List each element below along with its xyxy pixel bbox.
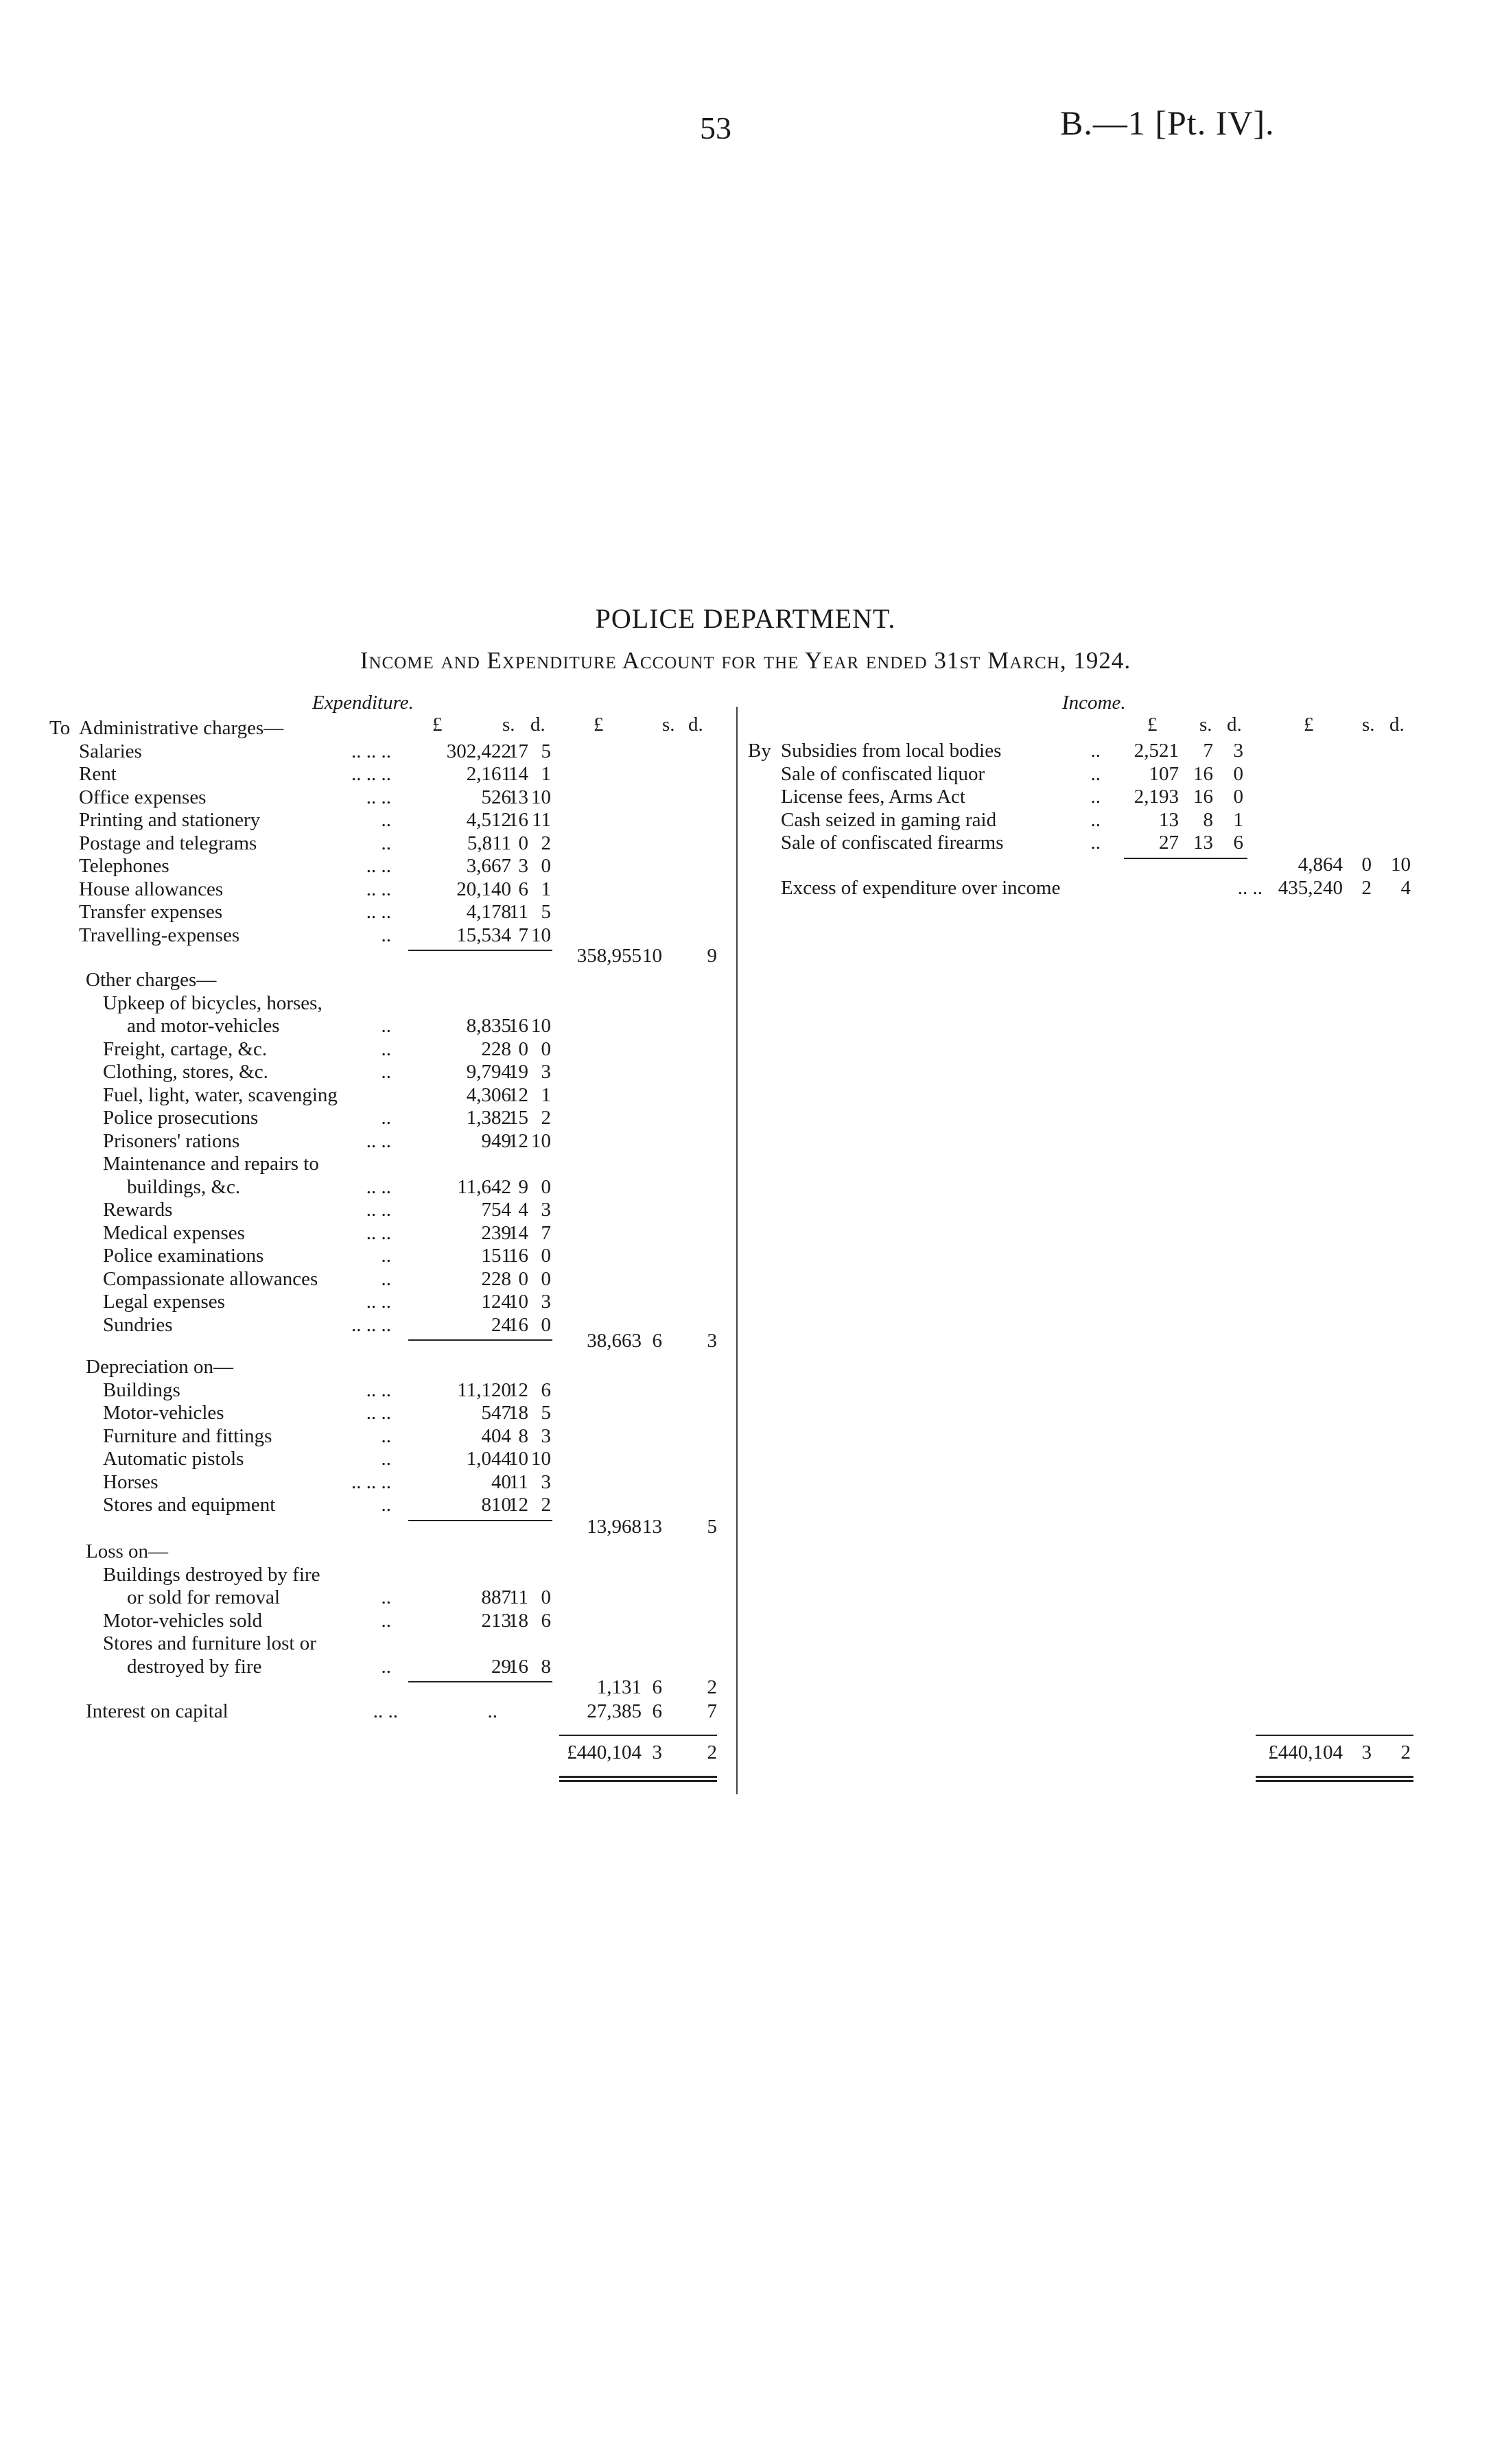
amount-shillings: 16 bbox=[508, 1313, 528, 1336]
group-total-pence: 3 bbox=[707, 1330, 717, 1352]
amount-shillings: 0 bbox=[518, 1037, 528, 1060]
line-item-label-continued: and motor-vehicles bbox=[127, 1015, 280, 1037]
group-title: Depreciation on— bbox=[86, 1356, 234, 1378]
income-pence: 6 bbox=[1233, 832, 1243, 854]
leader-dots: .. bbox=[381, 832, 391, 854]
leader-dots: .. .. bbox=[366, 1402, 391, 1424]
amount-pence: 2 bbox=[541, 1107, 551, 1129]
income-pence-total-column-head: d. bbox=[1389, 714, 1405, 736]
excess-shillings: 2 bbox=[1361, 877, 1372, 899]
group-total-shillings: 6 bbox=[652, 1330, 662, 1352]
interest-pounds: 27,385 bbox=[587, 1700, 642, 1722]
line-item-label: Salaries bbox=[79, 740, 142, 762]
amount-pence: 1 bbox=[541, 878, 551, 900]
line-item-label: Furniture and fittings bbox=[103, 1424, 272, 1447]
income-total-rule bbox=[1256, 1735, 1413, 1736]
amount-pence: 3 bbox=[541, 1424, 551, 1447]
document-reference: B.—1 [Pt. IV]. bbox=[1060, 104, 1275, 142]
line-item-label: Fuel, light, water, scavenging bbox=[103, 1083, 338, 1106]
amount-shillings: 14 bbox=[508, 763, 528, 785]
amount-pounds: 1,044 bbox=[466, 1448, 511, 1470]
leader-dots: .. .. bbox=[366, 1291, 391, 1313]
income-pounds: 2,521 bbox=[1134, 740, 1179, 762]
income-grand-total-shillings: 3 bbox=[1361, 1741, 1372, 1763]
amount-pence: 10 bbox=[531, 786, 551, 808]
amount-shillings: 11 bbox=[509, 1470, 528, 1493]
amount-pence: 0 bbox=[541, 855, 551, 877]
amount-pence: 8 bbox=[541, 1655, 551, 1678]
account-title: Income and Expenditure Account for the Year ended 31st March, 1924. bbox=[360, 647, 1131, 674]
leader-dots: .. .. bbox=[366, 878, 391, 900]
amount-pounds: 302,422 bbox=[446, 740, 511, 762]
leader-dots: .. .. bbox=[366, 1199, 391, 1221]
amount-shillings: 18 bbox=[508, 1402, 528, 1424]
income-item-label: License fees, Arms Act bbox=[781, 786, 965, 808]
amount-shillings: 10 bbox=[508, 1448, 528, 1470]
amount-pence: 0 bbox=[541, 1267, 551, 1290]
expenditure-grand-total-pence: 2 bbox=[707, 1741, 717, 1763]
excess-label: Excess of expenditure over income bbox=[781, 877, 1061, 899]
line-item-label: Rewards bbox=[103, 1199, 173, 1221]
leader-dots: .. .. bbox=[1237, 877, 1263, 899]
line-item-label: Prisoners' rations bbox=[103, 1129, 240, 1152]
amount-pence: 0 bbox=[541, 1586, 551, 1608]
group-total-pence: 2 bbox=[707, 1676, 717, 1698]
amount-shillings: 12 bbox=[508, 1378, 528, 1401]
amount-pence: 1 bbox=[541, 1083, 551, 1106]
line-item-label: Legal expenses bbox=[103, 1291, 225, 1313]
expenditure-heading: Expenditure. bbox=[312, 692, 414, 714]
line-item-label: Transfer expenses bbox=[79, 901, 223, 923]
leader-dots: .. bbox=[1090, 808, 1101, 831]
amount-shillings: 12 bbox=[508, 1129, 528, 1152]
amount-pounds: 2,161 bbox=[466, 763, 511, 785]
income-shillings: 8 bbox=[1203, 808, 1213, 831]
amount-pounds: 213 bbox=[481, 1609, 511, 1632]
group-title: Loss on— bbox=[86, 1540, 169, 1562]
income-pence: 1 bbox=[1233, 808, 1243, 831]
leader-dots: .. bbox=[381, 1267, 391, 1290]
income-item-label: Sale of confiscated liquor bbox=[781, 762, 985, 785]
line-item-label: Motor-vehicles bbox=[103, 1402, 224, 1424]
amount-pounds: 5,811 bbox=[467, 832, 511, 854]
leader-dots: .. .. bbox=[366, 1378, 391, 1401]
amount-pounds: 40 bbox=[491, 1470, 511, 1493]
income-subtotal-rule bbox=[1124, 858, 1247, 859]
amount-pence: 0 bbox=[541, 1245, 551, 1267]
amount-shillings: 16 bbox=[508, 809, 528, 831]
line-item-label: Printing and stationery bbox=[79, 809, 261, 831]
amount-pounds: 1,382 bbox=[466, 1107, 511, 1129]
leader-dots: .. bbox=[381, 1107, 391, 1129]
amount-pounds: 8,835 bbox=[466, 1015, 511, 1037]
amount-shillings: 11 bbox=[509, 1586, 528, 1608]
amount-pounds: 4,512 bbox=[466, 809, 511, 831]
leader-dots: .. .. bbox=[366, 786, 391, 808]
leader-dots: .. .. .. bbox=[351, 1313, 391, 1336]
leader-dots: .. .. bbox=[366, 901, 391, 923]
leader-dots: .. bbox=[381, 1609, 391, 1632]
leader-dots: .. bbox=[381, 1037, 391, 1060]
amount-shillings: 7 bbox=[518, 924, 528, 946]
grand-total-double-rule bbox=[559, 1776, 717, 1782]
group-total-shillings: 10 bbox=[642, 945, 662, 967]
leader-dots: .. .. bbox=[366, 1221, 391, 1244]
subtotal-rule bbox=[408, 1520, 552, 1521]
leader-dots: .. bbox=[381, 1245, 391, 1267]
amount-pounds: 4,178 bbox=[466, 901, 511, 923]
group-total-pence: 5 bbox=[707, 1516, 717, 1538]
amount-pence: 3 bbox=[541, 1291, 551, 1313]
group-total-pounds: 13,968 bbox=[587, 1516, 642, 1538]
amount-pence: 3 bbox=[541, 1061, 551, 1083]
leader-dots: .. .. bbox=[373, 1700, 398, 1722]
to-prefix: To bbox=[49, 717, 71, 739]
leader-dots: .. .. .. bbox=[351, 740, 391, 762]
leader-dots: .. bbox=[381, 1448, 391, 1470]
amount-shillings: 0 bbox=[518, 1267, 528, 1290]
leader-dots: .. .. .. bbox=[351, 1470, 391, 1493]
group-total-pounds: 38,663 bbox=[587, 1330, 642, 1352]
income-pounds-total-column-head: £ bbox=[1304, 714, 1314, 736]
subtotal-rule bbox=[408, 950, 552, 951]
amount-shillings: 11 bbox=[509, 901, 528, 923]
line-item-label: Stores and equipment bbox=[103, 1494, 276, 1516]
income-shillings-column-head: s. bbox=[1199, 714, 1212, 736]
income-item-label: Subsidies from local bodies bbox=[781, 740, 1002, 762]
amount-pence: 11 bbox=[532, 809, 551, 831]
amount-pounds: 9,794 bbox=[466, 1061, 511, 1083]
amount-pounds: 4,306 bbox=[466, 1083, 511, 1106]
amount-pounds: 3,667 bbox=[466, 855, 511, 877]
leader-dots: .. bbox=[381, 1586, 391, 1608]
leader-dots: .. .. .. bbox=[351, 763, 391, 785]
income-pounds: 107 bbox=[1149, 762, 1179, 785]
line-item-label: Buildings destroyed by fire bbox=[103, 1563, 320, 1586]
leader-dots: .. bbox=[381, 924, 391, 946]
shillings-column-head: s. bbox=[502, 714, 515, 736]
leader-dots: .. .. bbox=[366, 1175, 391, 1198]
pence-column-head: d. bbox=[530, 714, 545, 736]
line-item-label: Automatic pistols bbox=[103, 1448, 244, 1470]
line-item-label: Sundries bbox=[103, 1313, 173, 1336]
line-item-label: Clothing, stores, &c. bbox=[103, 1061, 268, 1083]
amount-pounds: 754 bbox=[481, 1199, 511, 1221]
income-total-pounds: 4,864 bbox=[1298, 854, 1343, 876]
amount-shillings: 4 bbox=[518, 1199, 528, 1221]
interest-label: Interest on capital bbox=[86, 1700, 228, 1722]
amount-pounds: 228 bbox=[481, 1037, 511, 1060]
income-grand-total-double-rule bbox=[1256, 1776, 1413, 1782]
amount-pounds: 228 bbox=[481, 1267, 511, 1290]
amount-pounds: 526 bbox=[481, 786, 511, 808]
amount-pence: 10 bbox=[531, 1448, 551, 1470]
amount-shillings: 13 bbox=[508, 786, 528, 808]
amount-pence: 6 bbox=[541, 1609, 551, 1632]
income-pounds-column-head: £ bbox=[1147, 714, 1158, 736]
amount-pence: 5 bbox=[541, 1402, 551, 1424]
group-total-pounds: 358,955 bbox=[576, 945, 642, 967]
leader-dots: .. bbox=[1090, 786, 1101, 808]
income-grand-total-pence: 2 bbox=[1400, 1741, 1411, 1763]
line-item-label-continued: or sold for removal bbox=[127, 1586, 281, 1608]
income-pence: 0 bbox=[1233, 762, 1243, 785]
income-item-label: Cash seized in gaming raid bbox=[781, 808, 997, 831]
line-item-label: Stores and furniture lost or bbox=[103, 1632, 316, 1654]
amount-shillings: 9 bbox=[518, 1175, 528, 1198]
excess-pounds: 435,240 bbox=[1278, 877, 1343, 899]
expenditure-grand-total-pounds: £440,104 bbox=[567, 1741, 642, 1763]
amount-pence: 10 bbox=[531, 1129, 551, 1152]
amount-pence: 2 bbox=[541, 832, 551, 854]
amount-pence: 3 bbox=[541, 1199, 551, 1221]
amount-shillings: 19 bbox=[508, 1061, 528, 1083]
income-pence: 3 bbox=[1233, 740, 1243, 762]
line-item-label: House allowances bbox=[79, 878, 224, 900]
expenditure-grand-total-shillings: 3 bbox=[652, 1741, 662, 1763]
income-shillings-total-column-head: s. bbox=[1362, 714, 1375, 736]
amount-shillings: 10 bbox=[508, 1291, 528, 1313]
amount-shillings: 12 bbox=[508, 1494, 528, 1516]
group-total-pounds: 1,131 bbox=[596, 1676, 642, 1698]
income-shillings: 13 bbox=[1193, 832, 1213, 854]
income-pounds: 27 bbox=[1159, 832, 1179, 854]
amount-pence: 10 bbox=[531, 924, 551, 946]
line-item-label: Freight, cartage, &c. bbox=[103, 1037, 268, 1060]
total-rule bbox=[559, 1735, 717, 1736]
amount-shillings: 16 bbox=[508, 1245, 528, 1267]
leader-dots: .. bbox=[1090, 832, 1101, 854]
amount-shillings: 12 bbox=[508, 1083, 528, 1106]
income-shillings: 16 bbox=[1193, 786, 1213, 808]
income-shillings: 7 bbox=[1203, 740, 1213, 762]
subtotal-rule bbox=[408, 1339, 552, 1341]
amount-shillings: 16 bbox=[508, 1015, 528, 1037]
amount-pounds: 547 bbox=[481, 1402, 511, 1424]
line-item-label: Motor-vehicles sold bbox=[103, 1609, 263, 1632]
income-pence-column-head: d. bbox=[1227, 714, 1242, 736]
amount-pounds: 20,140 bbox=[456, 878, 511, 900]
shillings-total-column-head: s. bbox=[662, 714, 675, 736]
leader-dots: .. bbox=[381, 1424, 391, 1447]
amount-shillings: 18 bbox=[508, 1609, 528, 1632]
subtotal-rule bbox=[408, 1681, 552, 1682]
line-item-label: Maintenance and repairs to bbox=[103, 1153, 319, 1175]
pounds-column-head: £ bbox=[432, 714, 443, 736]
amount-pounds: 151 bbox=[481, 1245, 511, 1267]
line-item-label: Office expenses bbox=[79, 786, 207, 808]
leader-dots: .. bbox=[381, 1655, 391, 1678]
amount-pence: 1 bbox=[541, 763, 551, 785]
by-prefix: By bbox=[748, 740, 771, 762]
excess-pence: 4 bbox=[1400, 877, 1411, 899]
income-total-shillings: 0 bbox=[1361, 854, 1372, 876]
interest-shillings: 6 bbox=[652, 1700, 662, 1722]
pounds-total-column-head: £ bbox=[594, 714, 604, 736]
group-total-shillings: 13 bbox=[642, 1516, 662, 1538]
department-title: POLICE DEPARTMENT. bbox=[595, 603, 896, 634]
amount-shillings: 15 bbox=[508, 1107, 528, 1129]
amount-pounds: 11,120 bbox=[457, 1378, 511, 1401]
amount-shillings: 16 bbox=[508, 1655, 528, 1678]
leader-dots: .. bbox=[487, 1700, 497, 1722]
amount-pounds: 239 bbox=[481, 1221, 511, 1244]
leader-dots: .. bbox=[381, 1494, 391, 1516]
amount-pounds: 810 bbox=[481, 1494, 511, 1516]
line-item-label: Postage and telegrams bbox=[79, 832, 257, 854]
line-item-label: Police examinations bbox=[103, 1245, 264, 1267]
pence-total-column-head: d. bbox=[688, 714, 703, 736]
amount-pounds: 11,642 bbox=[457, 1175, 511, 1198]
page-number: 53 bbox=[700, 110, 731, 145]
line-item-label: Police prosecutions bbox=[103, 1107, 259, 1129]
group-total-pence: 9 bbox=[707, 945, 717, 967]
line-item-label-continued: buildings, &c. bbox=[127, 1175, 241, 1198]
line-item-label: Travelling-expenses bbox=[79, 924, 240, 946]
amount-pounds: 949 bbox=[481, 1129, 511, 1152]
income-shillings: 16 bbox=[1193, 762, 1213, 785]
group-total-shillings: 6 bbox=[652, 1676, 662, 1698]
leader-dots: .. bbox=[1090, 762, 1101, 785]
income-heading: Income. bbox=[1062, 692, 1126, 714]
amount-pence: 0 bbox=[541, 1313, 551, 1336]
income-total-pence: 10 bbox=[1391, 854, 1411, 876]
line-item-label-continued: destroyed by fire bbox=[127, 1655, 262, 1678]
line-item-label: Buildings bbox=[103, 1378, 180, 1401]
amount-pounds: 887 bbox=[481, 1586, 511, 1608]
amount-pounds: 24 bbox=[491, 1313, 511, 1336]
amount-pounds: 15,534 bbox=[456, 924, 511, 946]
leader-dots: .. bbox=[1090, 740, 1101, 762]
amount-shillings: 8 bbox=[518, 1424, 528, 1447]
group-title: Administrative charges— bbox=[79, 717, 284, 739]
amount-pence: 0 bbox=[541, 1037, 551, 1060]
amount-shillings: 3 bbox=[518, 855, 528, 877]
amount-pounds: 124 bbox=[481, 1291, 511, 1313]
income-pounds: 13 bbox=[1159, 808, 1179, 831]
amount-pence: 6 bbox=[541, 1378, 551, 1401]
income-pence: 0 bbox=[1233, 786, 1243, 808]
amount-pence: 5 bbox=[541, 740, 551, 762]
amount-pence: 2 bbox=[541, 1494, 551, 1516]
leader-dots: .. .. bbox=[366, 1129, 391, 1152]
line-item-label: Telephones bbox=[79, 855, 169, 877]
amount-shillings: 14 bbox=[508, 1221, 528, 1244]
amount-shillings: 17 bbox=[508, 740, 528, 762]
amount-pence: 3 bbox=[541, 1470, 551, 1493]
amount-pence: 10 bbox=[531, 1015, 551, 1037]
line-item-label: Upkeep of bicycles, horses, bbox=[103, 992, 322, 1014]
leader-dots: .. .. bbox=[366, 855, 391, 877]
leader-dots: .. bbox=[381, 1061, 391, 1083]
line-item-label: Rent bbox=[79, 763, 117, 785]
line-item-label: Medical expenses bbox=[103, 1221, 245, 1244]
leader-dots: .. bbox=[381, 809, 391, 831]
income-pounds: 2,193 bbox=[1134, 786, 1179, 808]
amount-shillings: 6 bbox=[518, 878, 528, 900]
income-item-label: Sale of confiscated firearms bbox=[781, 832, 1004, 854]
leader-dots: .. bbox=[381, 1015, 391, 1037]
line-item-label: Compassionate allowances bbox=[103, 1267, 318, 1290]
line-item-label: Horses bbox=[103, 1470, 159, 1493]
amount-pence: 7 bbox=[541, 1221, 551, 1244]
amount-pence: 5 bbox=[541, 901, 551, 923]
amount-pence: 0 bbox=[541, 1175, 551, 1198]
amount-pounds: 29 bbox=[491, 1655, 511, 1678]
group-title: Other charges— bbox=[86, 969, 217, 991]
income-grand-total-pounds: £440,104 bbox=[1268, 1741, 1343, 1763]
column-divider bbox=[736, 707, 738, 1794]
amount-pounds: 404 bbox=[481, 1424, 511, 1447]
amount-shillings: 0 bbox=[518, 832, 528, 854]
interest-pence: 7 bbox=[707, 1700, 717, 1722]
